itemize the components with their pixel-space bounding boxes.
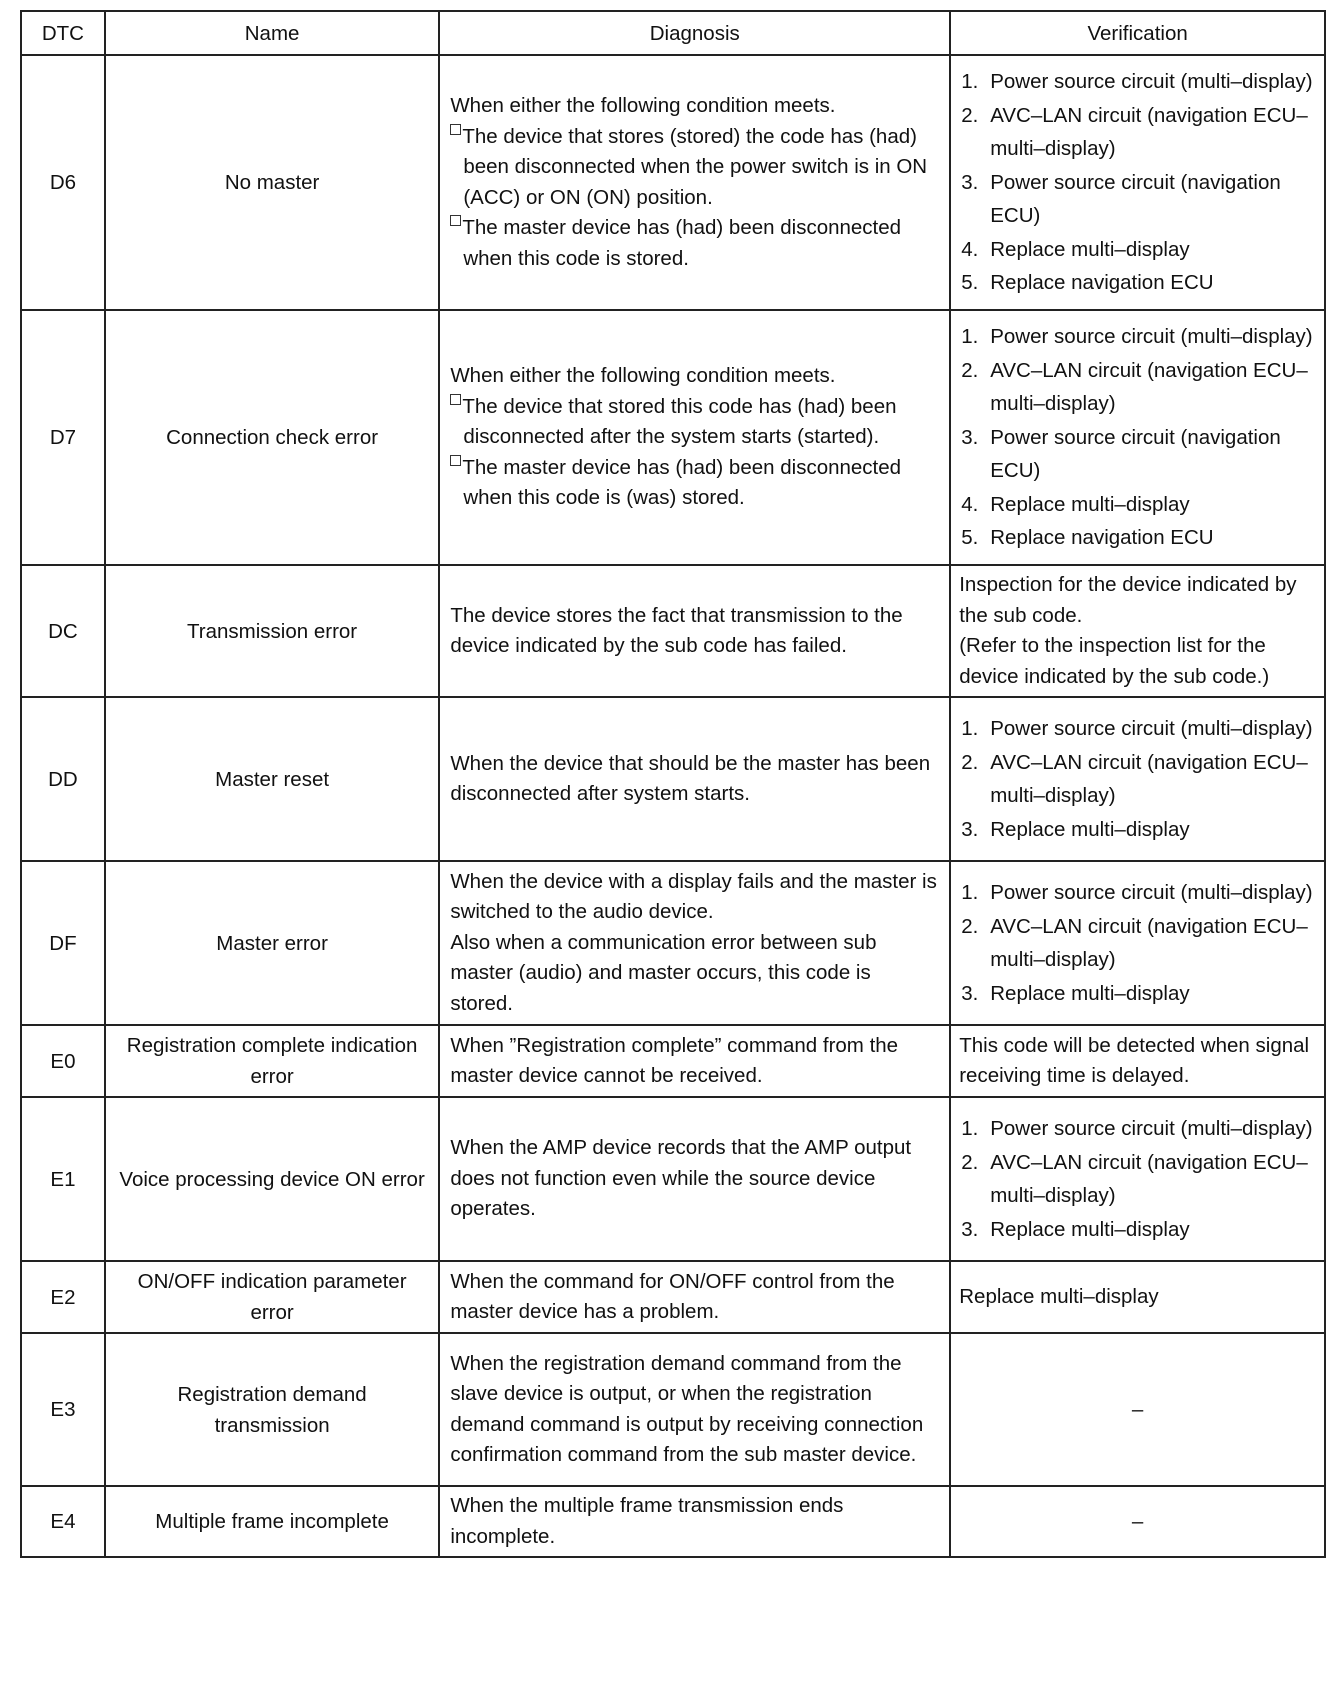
diagnosis-text: When the multiple frame transmission ends incomplete.: [450, 1494, 844, 1548]
diagnosis-cell: [439, 310, 950, 565]
table-row: [21, 310, 1325, 565]
table-row: [21, 1486, 1325, 1557]
checkbox-square-icon: [450, 394, 461, 405]
dtc-code: D6: [21, 55, 105, 310]
table-row: [21, 55, 1325, 310]
diagnosis-cell: [439, 1261, 950, 1333]
checkbox-square-icon: [450, 124, 461, 135]
verification-item: Replace navigation ECU: [990, 526, 1214, 550]
verification-item: AVC–LAN circuit (navigation ECU–multi–display): [990, 358, 1308, 416]
verification-cell: [950, 1333, 1325, 1486]
verification-cell: [950, 565, 1325, 697]
diagnosis-cell: [439, 861, 950, 1025]
verification-cell: [950, 1097, 1325, 1261]
dtc-code: DC: [21, 565, 105, 697]
dtc-name: Transmission error: [105, 565, 439, 697]
dtc-code: DF: [21, 861, 105, 1025]
diagnosis-text: When either the following condition meets.: [450, 364, 836, 388]
header-diagnosis: Diagnosis: [439, 11, 950, 55]
diagnosis-text: The device stores the fact that transmission to the device indicated by the sub code has failed.: [450, 603, 903, 657]
verification-item: Power source circuit (multi–display): [990, 1117, 1313, 1140]
dtc-code: E2: [21, 1261, 105, 1333]
table-row: [21, 697, 1325, 861]
verification-item: Power source circuit (multi–display): [990, 70, 1313, 94]
dtc-name: No master: [105, 55, 439, 310]
verification-item: AVC–LAN circuit (navigation ECU–multi–display): [990, 1150, 1308, 1207]
diagnosis-cell: [439, 565, 950, 697]
verification-item: Power source circuit (multi–display): [990, 881, 1313, 904]
verification-item: AVC–LAN circuit (navigation ECU–multi–display): [990, 914, 1308, 971]
diagnosis-text: When ”Registration complete” command from the master device cannot be received.: [450, 1033, 899, 1087]
checkbox-square-icon: [450, 455, 461, 466]
verification-text: This code will be detected when signal receiving time is delayed.: [959, 1033, 1310, 1087]
header-verification: Verification: [950, 11, 1325, 55]
table-row: [21, 565, 1325, 697]
verification-item: Replace multi–display: [990, 981, 1190, 1005]
diagnosis-bullet: The master device has (had) been disconnected when this code is stored.: [450, 213, 937, 274]
dtc-name: Master reset: [105, 697, 439, 861]
diagnosis-text: When the AMP device records that the AMP output does not function even while the source device operates.: [450, 1136, 912, 1221]
table-row: [21, 1097, 1325, 1261]
diagnosis-cell: [439, 1025, 950, 1097]
verification-text: Inspection for the device indicated by the sub code.: [959, 573, 1297, 627]
verification-list: [959, 876, 1316, 1010]
dtc-name: Master error: [105, 861, 439, 1025]
verification-text: (Refer to the inspection list for the device indicated by the sub code.): [959, 634, 1270, 688]
dtc-name: Registration demand transmission: [105, 1333, 439, 1486]
verification-dash: –: [1131, 1397, 1144, 1421]
dtc-table: [20, 10, 1326, 1558]
verification-item: Replace navigation ECU: [990, 271, 1214, 295]
dtc-name: ON/OFF indication parameter error: [105, 1261, 439, 1333]
dtc-code: E0: [21, 1025, 105, 1097]
diagnosis-cell: [439, 55, 950, 310]
diagnosis-cell: [439, 1486, 950, 1557]
diagnosis-text: When the registration demand command from the slave device is output, or when the registration demand command is output by receiving connection confirmation command from the sub master device.: [450, 1351, 924, 1466]
diagnosis-bullet: The master device has (had) been disconnected when this code is (was) stored.: [450, 453, 937, 514]
diagnosis-text: When the device with a display fails and the master is switched to the audio device.: [450, 869, 937, 924]
diagnosis-cell: [439, 697, 950, 861]
header-dtc: DTC: [21, 11, 105, 55]
verification-item: Power source circuit (multi–display): [990, 325, 1313, 349]
verification-dash: –: [1131, 1509, 1144, 1533]
verification-item: AVC–LAN circuit (navigation ECU–multi–display): [990, 103, 1308, 161]
diagnosis-text: When either the following condition meets.: [450, 94, 836, 117]
dtc-name: Registration complete indication error: [105, 1025, 439, 1097]
verification-item: AVC–LAN circuit (navigation ECU–multi–display): [990, 750, 1308, 807]
verification-item: Replace multi–display: [990, 1217, 1190, 1241]
verification-cell: [950, 55, 1325, 310]
table-row: [21, 1025, 1325, 1097]
verification-item: Power source circuit (navigation ECU): [990, 425, 1281, 483]
verification-cell: [950, 697, 1325, 861]
checkbox-square-icon: [450, 215, 461, 226]
verification-cell: [950, 310, 1325, 565]
diagnosis-text: When the command for ON/OFF control from the master device has a problem.: [450, 1269, 895, 1323]
verification-item: Power source circuit (multi–display): [990, 717, 1313, 740]
dtc-name: Multiple frame incomplete: [105, 1486, 439, 1557]
verification-item: Power source circuit (navigation ECU): [990, 170, 1281, 228]
diagnosis-bullet: The device that stored this code has (had) been disconnected after the system starts (started).: [450, 392, 937, 453]
dtc-code: E4: [21, 1486, 105, 1557]
verification-text: Replace multi–display: [959, 1284, 1159, 1308]
dtc-code: DD: [21, 697, 105, 861]
dtc-name: Voice processing device ON error: [105, 1097, 439, 1261]
verification-cell: [950, 1025, 1325, 1097]
verification-cell: [950, 1486, 1325, 1557]
verification-cell: [950, 1261, 1325, 1333]
verification-list: [959, 320, 1316, 555]
verification-item: Replace multi–display: [990, 817, 1190, 841]
verification-cell: [950, 861, 1325, 1025]
header-name: Name: [105, 11, 439, 55]
verification-list: [959, 65, 1316, 300]
dtc-code: E1: [21, 1097, 105, 1261]
verification-item: Replace multi–display: [990, 237, 1190, 261]
diagnosis-cell: [439, 1097, 950, 1261]
verification-list: [959, 1112, 1316, 1246]
diagnosis-bullet: The device that stores (stored) the code has (had) been disconnected when the power switch is in ON (ACC) or ON (ON) position.: [450, 122, 937, 214]
table-row: [21, 861, 1325, 1025]
verification-list: [959, 712, 1316, 846]
diagnosis-cell: [439, 1333, 950, 1486]
table-row: [21, 1261, 1325, 1333]
dtc-code: E3: [21, 1333, 105, 1486]
verification-item: Replace multi–display: [990, 492, 1190, 516]
diagnosis-text: When the device that should be the master has been disconnected after system starts.: [450, 751, 931, 805]
table-row: [21, 1333, 1325, 1486]
dtc-name: Connection check error: [105, 310, 439, 565]
dtc-code: D7: [21, 310, 105, 565]
header-row: [21, 11, 1325, 55]
diagnosis-text: Also when a communication error between sub master (audio) and master occurs, this code is stored.: [450, 930, 877, 1015]
